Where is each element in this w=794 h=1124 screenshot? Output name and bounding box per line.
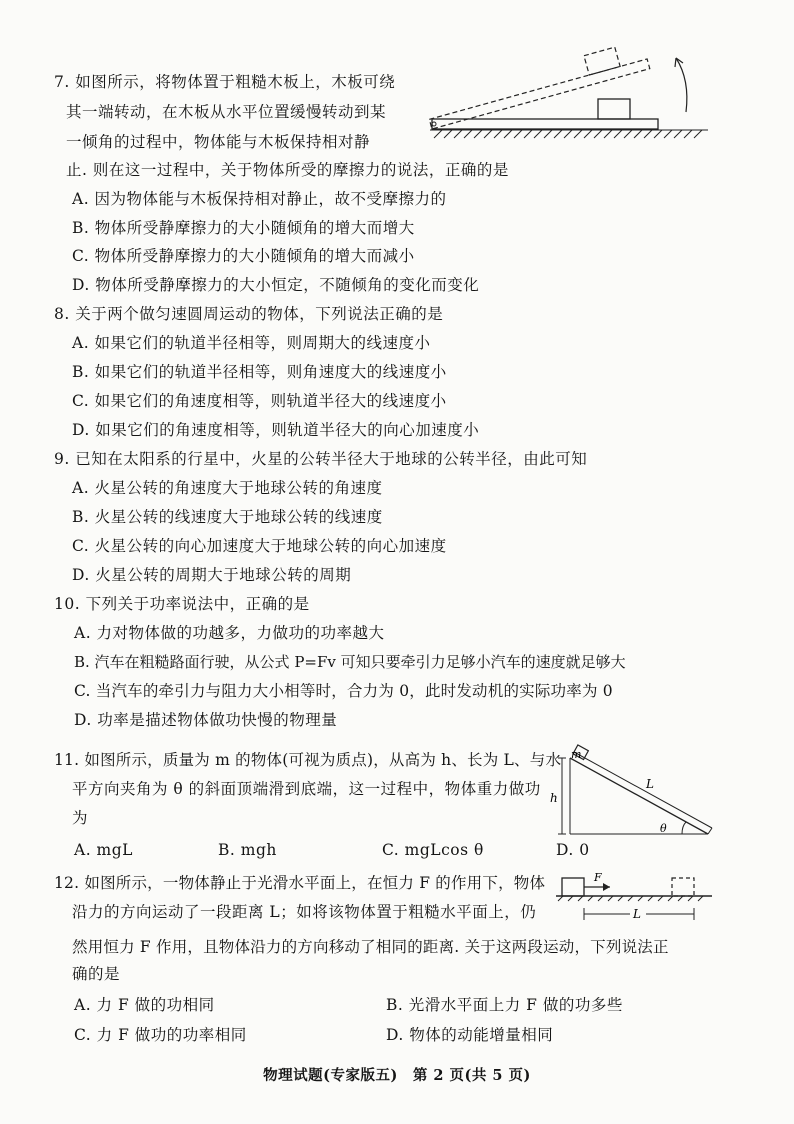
- question-11-stem-line-1: 11. 如图所示，质量为 m 的物体(可视为质点)，从高为 h、长为 L、与水: [54, 751, 562, 769]
- question-12-option-b: B. 光滑水平面上力 F 做的功多些: [386, 996, 623, 1014]
- incline-slope-surface: [574, 752, 712, 828]
- question-11-stem-line-2: 平方向夹角为 θ 的斜面顶端滑到底端，这一过程中，物体重力做功: [72, 780, 541, 798]
- incline-label-m: m: [571, 748, 582, 761]
- question-10-option-a: A. 力对物体做的功越多，力做功的功率越大: [74, 624, 385, 642]
- tilting-board-figure: [424, 50, 714, 160]
- question-10-option-d: D. 功率是描述物体做功快慢的物理量: [74, 711, 338, 729]
- board-horizontal: [432, 119, 658, 129]
- question-7-stem-line-3: 一倾角的过程中，物体能与木板保持相对静: [66, 133, 371, 151]
- height-marker: [558, 758, 566, 834]
- board-tilted-dashed: [424, 40, 650, 129]
- question-9-option-a: A. 火星公转的角速度大于地球公转的角速度: [72, 479, 383, 497]
- question-9-option-c: C. 火星公转的向心加速度大于地球公转的向心加速度: [72, 537, 447, 555]
- question-12-stem-line-2: 沿力的方向运动了一段距离 L；如将该物体置于粗糙水平面上，仍: [72, 903, 537, 921]
- question-9-option-b: B. 火星公转的线速度大于地球公转的线速度: [72, 508, 383, 526]
- question-11-option-b: B. mgh: [218, 841, 277, 859]
- question-11-option-c: C. mgLcos θ: [382, 841, 484, 859]
- question-7-option-d: D. 物体所受静摩擦力的大小恒定，不随倾角的变化而变化: [72, 276, 480, 294]
- question-8-option-a: A. 如果它们的轨道半径相等，则周期大的线速度小: [72, 334, 431, 352]
- question-8-option-b: B. 如果它们的轨道半径相等，则角速度大的线速度小: [72, 363, 447, 381]
- question-8-stem: 8. 关于两个做匀速圆周运动的物体，下列说法正确的是: [54, 305, 444, 323]
- question-8-option-c: C. 如果它们的角速度相等，则轨道半径大的线速度小: [72, 392, 447, 410]
- question-7-stem-line-4: 止. 则在这一过程中，关于物体所受的摩擦力的说法，正确的是: [66, 161, 509, 179]
- question-7-option-a: A. 因为物体能与木板保持相对静止，故不受摩擦力的: [72, 190, 447, 208]
- question-12-option-c: C. 力 F 做功的功率相同: [74, 1026, 247, 1044]
- question-12-option-a: A. 力 F 做的功相同: [74, 996, 215, 1014]
- question-7-stem-line-1: 7. 如图所示，将物体置于粗糙木板上，木板可绕: [54, 73, 396, 91]
- incline-figure: [548, 750, 718, 842]
- block-end-dashed: [672, 878, 694, 896]
- theta-arc: [682, 822, 686, 834]
- push-figure: [556, 870, 716, 924]
- incline-label-theta: θ: [660, 822, 667, 835]
- push-label-L: L: [633, 907, 641, 921]
- rotation-arrow: [676, 58, 687, 112]
- block-start: [562, 878, 584, 896]
- incline-right-edge: [708, 828, 712, 834]
- push-label-F: F: [594, 871, 602, 884]
- page-footer: 物理试题(专家版五) 第 2 页(共 5 页): [263, 1067, 531, 1084]
- question-11-option-d: D. 0: [556, 841, 590, 859]
- question-10-option-b: B. 汽车在粗糙路面行驶，从公式 P=Fv 可知只要牵引力足够小汽车的速度就足够大: [74, 653, 626, 671]
- force-arrowhead: [603, 883, 610, 891]
- question-12-stem-line-4: 确的是: [72, 965, 121, 983]
- question-7-option-b: B. 物体所受静摩擦力的大小随倾角的增大而增大: [72, 219, 415, 237]
- question-12-stem-line-1: 12. 如图所示，一物体静止于光滑水平面上，在恒力 F 的作用下，物体: [54, 874, 546, 892]
- incline-label-L: L: [646, 777, 654, 791]
- block-on-board: [598, 99, 630, 119]
- question-10-option-c: C. 当汽车的牵引力与阻力大小相等时，合力为 0，此时发动机的实际功率为 0: [74, 682, 613, 700]
- question-7-option-c: C. 物体所受静摩擦力的大小随倾角的增大而减小: [72, 247, 415, 265]
- question-8-option-d: D. 如果它们的角速度相等，则轨道半径大的向心加速度小: [72, 421, 480, 439]
- question-11-option-a: A. mgL: [74, 841, 133, 859]
- question-12-option-d: D. 物体的动能增量相同: [386, 1026, 554, 1044]
- question-7-stem-line-2: 其一端转动，在木板从水平位置缓慢转动到某: [66, 103, 387, 121]
- surface-hatch: [558, 896, 703, 901]
- ground-hatching: [430, 130, 708, 138]
- question-12-stem-line-3: 然用恒力 F 作用，且物体沿力的方向移动了相同的距离. 关于这两段运动，下列说法正: [72, 938, 669, 956]
- incline-slope: [570, 758, 708, 834]
- question-9-stem: 9. 已知在太阳系的行星中，火星的公转半径大于地球的公转半径，由此可知: [54, 450, 588, 468]
- question-10-stem: 10. 下列关于功率说法中，正确的是: [54, 595, 310, 613]
- incline-label-h: h: [550, 791, 558, 805]
- question-11-stem-line-3: 为: [72, 809, 89, 827]
- question-9-option-d: D. 火星公转的周期大于地球公转的周期: [72, 566, 352, 584]
